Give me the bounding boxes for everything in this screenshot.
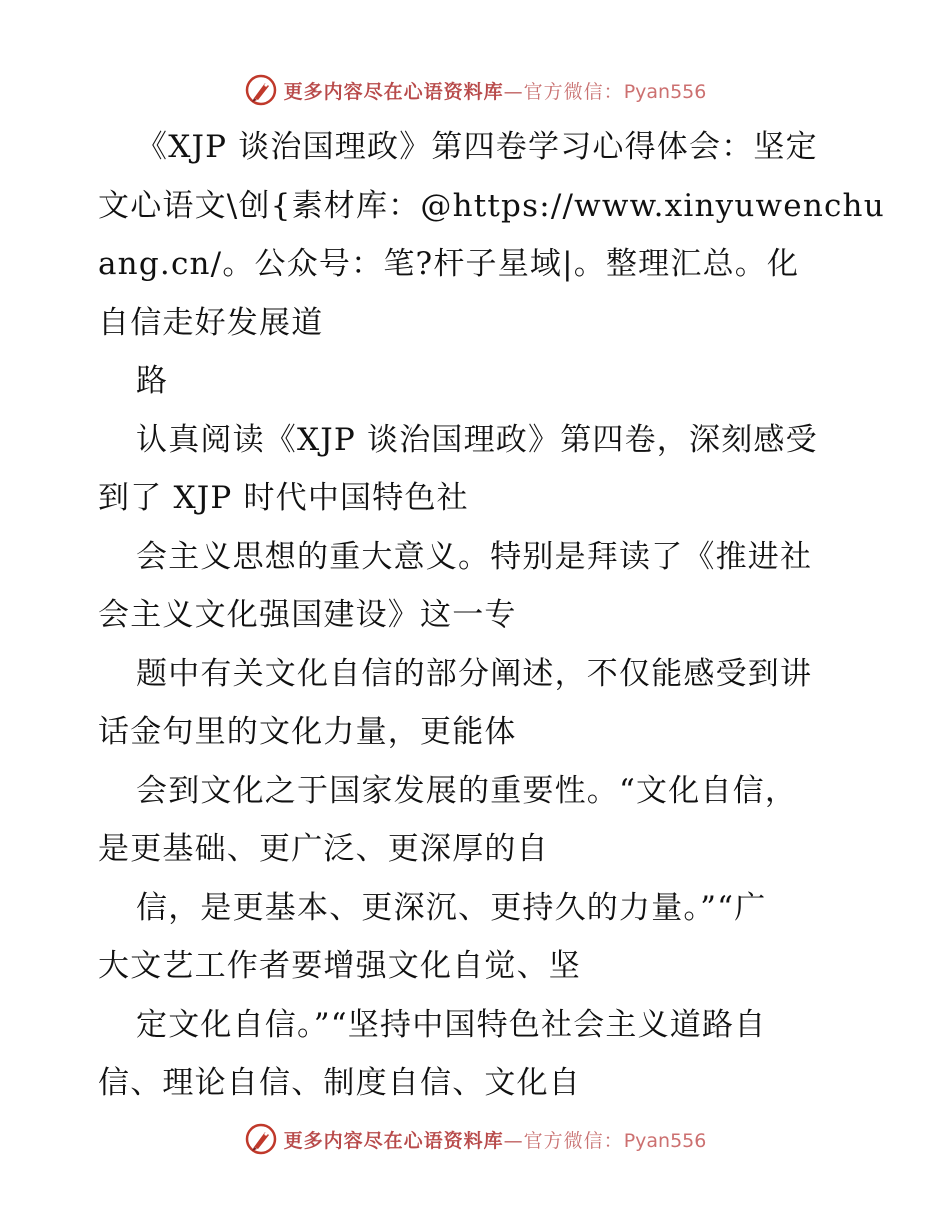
banner-main: 更多内容尽在心语资料库 (283, 1129, 504, 1152)
pen-nib-logo-icon (244, 73, 278, 107)
text-line: ang.cn/。公众号：笔?杆子星域|。整理汇总。化 (98, 246, 800, 282)
pen-nib-logo-icon (244, 1122, 278, 1156)
text-line: 大文艺工作者要增强文化自觉、坚 (98, 948, 581, 984)
text-line: 信、理论自信、制度自信、文化自 (98, 1065, 581, 1101)
text-line: 到了 XJP 时代中国特色社 (98, 480, 469, 516)
banner-wechat-label: 官方微信： (523, 80, 624, 103)
text-line: 会到文化之于国家发展的重要性。“文化自信， (136, 772, 798, 809)
text-line: 自信走好发展道 (98, 304, 324, 341)
banner-dash: — (503, 80, 524, 103)
text-line: 认真阅读《XJP 谈治国理政》第四卷，深刻感受 (136, 421, 818, 458)
text-line: 会主义思想的重大意义。特别是拜读了《推进社 (136, 538, 813, 575)
text-line: 会主义文化强国建设》这一专 (98, 597, 517, 633)
text-line: 文心语文\创{素材库：@https://www.xinyuwenchu (98, 187, 885, 224)
banner-wechat-id: Pyan556 (623, 1129, 707, 1152)
banner-text (284, 1126, 707, 1153)
document-body (98, 118, 885, 1113)
banner-wechat-label: 官方微信： (523, 1129, 624, 1152)
text-line: 是更基础、更广泛、更深厚的自 (98, 831, 549, 867)
banner-dash: — (503, 1129, 524, 1152)
text-line: 定文化自信。”“坚持中国特色社会主义道路自 (136, 1006, 767, 1043)
text-line: 《XJP 谈治国理政》第四卷学习心得体会：坚定 (136, 129, 818, 165)
banner-main: 更多内容尽在心语资料库 (283, 80, 504, 103)
text-line: 路 (136, 363, 169, 399)
text-line: 话金句里的文化力量，更能体 (98, 714, 517, 750)
banner-text (284, 77, 707, 104)
text-line: 信，是更基本、更深沉、更持久的力量。”“广 (136, 889, 767, 926)
banner-wechat-id: Pyan556 (623, 80, 707, 103)
footer-banner (0, 1117, 950, 1161)
header-banner (0, 68, 950, 112)
text-line: 题中有关文化自信的部分阐述，不仅能感受到讲 (136, 655, 813, 692)
